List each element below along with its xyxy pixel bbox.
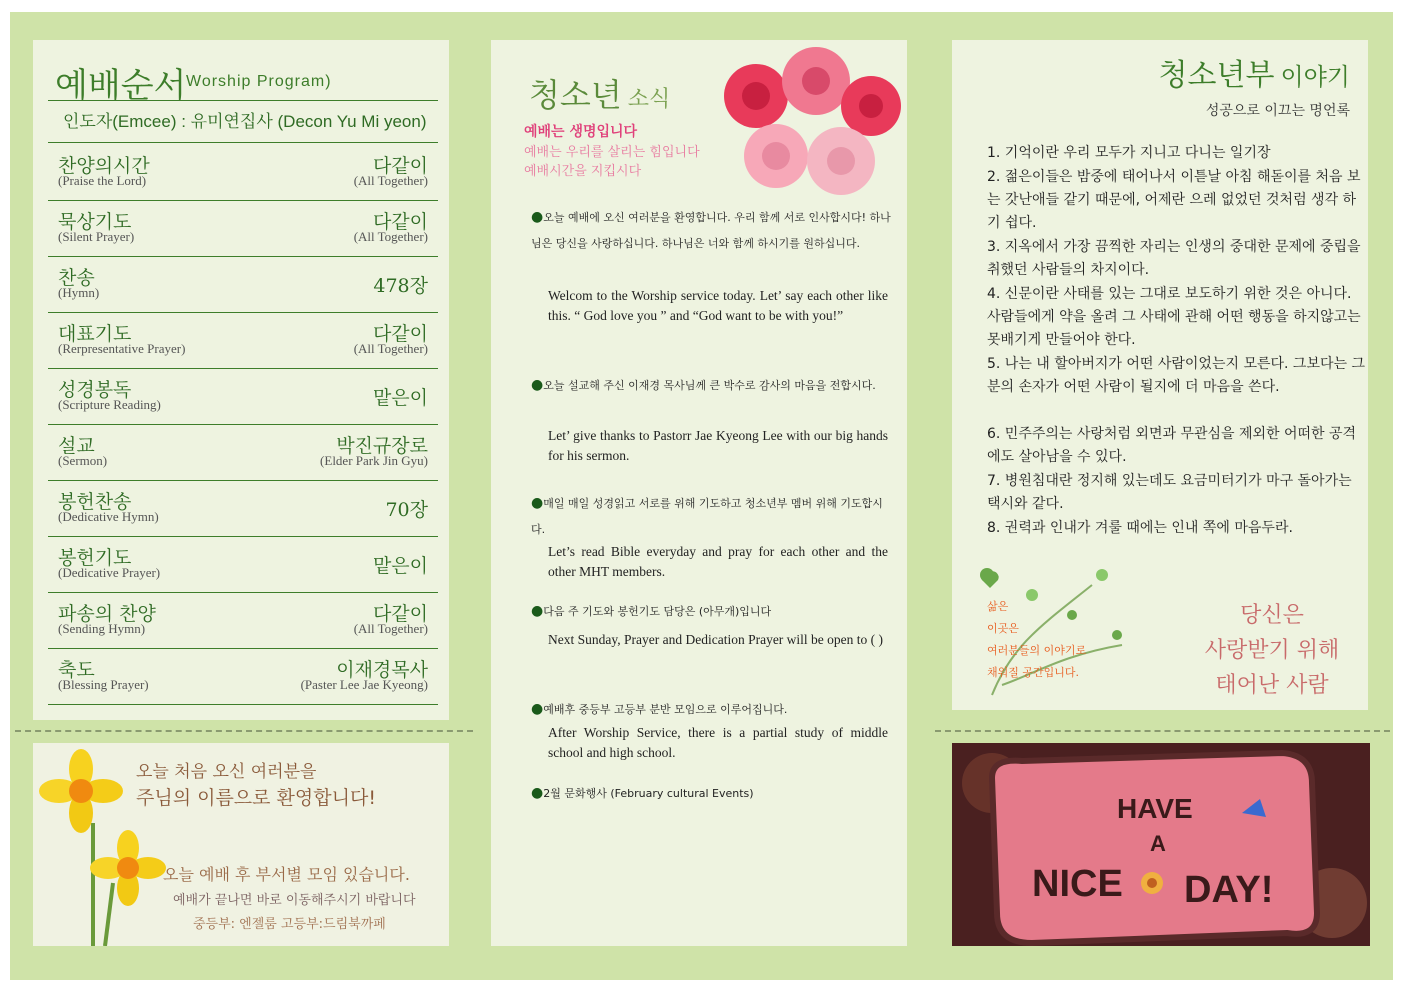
fold-line	[935, 730, 1390, 732]
news-item-ko: 다음 주 기도와 봉헌기도 담당은 (아무개)입니다	[543, 605, 772, 618]
news-title-small: 소식	[627, 87, 671, 112]
quote-5: 5. 나는 내 할아버지가 어떤 사람이었는지 모른다. 그보다는 그 분의 손자가 어떤 사람이 될지에 더 마음을 쓴다.	[987, 356, 1365, 395]
row-leader-en: (All Together)	[353, 229, 428, 244]
row-ko: 축도	[58, 659, 95, 681]
row-en: (Scripture Reading)	[58, 397, 161, 412]
love-line1: 당신은	[1240, 603, 1304, 628]
row-leader: 이재경목사	[336, 659, 428, 681]
news-panel	[491, 40, 907, 946]
news-item-ko: 매일 매일 성경읽고 서로를 위해 기도하고 청소년부 멤버 위해 기도합시다.	[531, 497, 883, 536]
row-en: (Dedicative Hymn)	[58, 509, 159, 524]
sign-nice: NICE	[1032, 863, 1123, 905]
row-leader-en: (Elder Park Jin Gyu)	[320, 453, 428, 468]
welcome-line3: 오늘 예배 후 부서별 모임 있습니다.	[163, 865, 410, 884]
news-item-4	[531, 598, 891, 625]
news-item-5	[531, 696, 891, 723]
news-item-en: Welcom to the Worship service today. Let’ say each other like this. “ God love you ” and “God want to be with you!”	[548, 288, 888, 323]
program-title: 예배순서	[55, 66, 187, 106]
news-item-1	[531, 204, 891, 257]
news-item-en: Let’s read Bible everyday and pray for each other and the other MHT members.	[548, 544, 888, 579]
program-row	[48, 256, 438, 313]
news-pink-3: 예배시간을 지킵시다	[524, 164, 642, 179]
divider	[48, 142, 438, 143]
bullet-icon: ●	[531, 495, 544, 511]
quote-2: 2. 젊은이들은 밤중에 태어나서 이튿날 아침 해돋이를 처음 보는 갓난애들 같기 때문에, 어제란 으레 없었던 것처럼 생각 하기 쉽다.	[987, 169, 1361, 231]
bullet-icon: ●	[531, 377, 544, 393]
news-item-ko: 예배후 중등부 고등부 분반 모임으로 이루어집니다.	[543, 703, 788, 716]
news-item-ko: 2월 문화행사 (February cultural Events)	[543, 787, 754, 800]
program-row	[48, 592, 438, 649]
row-leader-en: (Paster Lee Jae Kyeong)	[300, 677, 428, 692]
program-row	[48, 480, 438, 537]
quote-8: 8. 권력과 인내가 겨룰 때에는 인내 쪽에 마음두라.	[987, 520, 1293, 536]
news-item-6	[531, 780, 891, 807]
welcome-line4: 예배가 끝나면 바로 이동해주시기 바랍니다	[173, 893, 416, 908]
program-row	[48, 368, 438, 425]
row-leader-en: (All Together)	[353, 173, 428, 188]
program-row	[48, 648, 438, 705]
love-line2: 사랑받기 위해	[1204, 638, 1340, 663]
love-line3: 태어난 사람	[1215, 673, 1329, 698]
row-en: (Praise the Lord)	[58, 173, 147, 188]
orange-line1: 삶은	[987, 600, 1009, 613]
row-leader: 맡은이	[372, 387, 428, 409]
row-leader: 478장	[373, 275, 428, 297]
welcome-line5: 중등부: 엔젤룸 고등부:드림북까페	[193, 917, 386, 932]
story-subtitle: 성공으로 이끄는 명언록	[1205, 103, 1350, 119]
row-en: (Rerpresentative Prayer)	[58, 341, 186, 356]
news-item-ko: 오늘 예배에 오신 여러분을 환영합니다. 우리 함께 서로 인사합시다! 하나님은 당신을 사랑하십니다. 하나님은 너와 함께 하시기를 원하십니다.	[531, 211, 891, 250]
row-ko: 대표기도	[58, 323, 132, 345]
worship-program-panel	[33, 40, 449, 720]
bullet-icon: ●	[531, 209, 544, 225]
story-title-small: 이야기	[1280, 63, 1350, 91]
news-item-2	[531, 372, 891, 399]
row-ko: 찬송	[58, 267, 95, 289]
quote-1: 1. 기억이란 우리 모두가 지니고 다니는 일기장	[987, 145, 1271, 161]
news-item-en: After Worship Service, there is a partial study of middle school and high school.	[548, 725, 888, 760]
have-a-nice-day-photo	[952, 743, 1370, 946]
news-item-ko: 오늘 설교해 주신 이재경 목사님께 큰 박수로 감사의 마음을 전합시다.	[543, 379, 876, 392]
row-leader: 다같이	[372, 155, 428, 177]
row-ko: 묵상기도	[58, 211, 132, 233]
quote-3: 3. 지옥에서 가장 끔찍한 자리는 인생의 중대한 문제에 중립을 취했던 사람들의 차지이다.	[987, 239, 1361, 278]
row-ko: 파송의 찬양	[58, 603, 156, 625]
divider	[48, 100, 438, 101]
sign-a: A	[1150, 831, 1166, 856]
emcee: 인도자(Emcee) : 유미연집사 (Decon Yu Mi yeon)	[63, 112, 427, 131]
orange-line3: 여러분들의 이야기로	[987, 644, 1087, 657]
story-panel	[952, 40, 1368, 710]
orange-line4: 채워질 공간입니다.	[987, 666, 1080, 679]
row-leader: 다같이	[372, 323, 428, 345]
sign-day: DAY!	[1184, 869, 1274, 911]
row-en: (Sermon)	[58, 453, 108, 468]
orange-line2: 이곳은	[987, 622, 1019, 635]
row-leader: 박진규장로	[336, 435, 428, 457]
program-row	[48, 424, 438, 481]
news-title-main: 청소년	[529, 76, 622, 114]
row-ko: 설교	[58, 435, 95, 457]
news-title	[529, 70, 670, 116]
story-title-main: 청소년부	[1158, 58, 1275, 93]
welcome-line1: 오늘 처음 오신 여러분을	[136, 762, 317, 782]
welcome-line2: 주님의 이름으로 환영합니다!	[136, 787, 376, 809]
row-ko: 찬양의시간	[58, 155, 150, 177]
row-leader: 맡은이	[372, 555, 428, 577]
quote-4: 4. 신문이란 사태를 있는 그대로 보도하기 위한 것은 아니다. 사람들에게 약을 올려 그 사태에 관해 어떤 행동을 하지않고는 못배기게 만들어야 한다.	[987, 286, 1361, 348]
program-row	[48, 144, 438, 201]
program-row	[48, 200, 438, 257]
sign-have: HAVE	[1117, 793, 1193, 824]
row-leader-en: (All Together)	[353, 621, 428, 636]
fold-line	[15, 730, 473, 732]
program-row	[48, 536, 438, 593]
bullet-icon: ●	[531, 603, 544, 619]
row-en: (Dedicative Prayer)	[58, 565, 161, 580]
news-pink-2: 예배는 우리를 살리는 힘입니다	[524, 145, 700, 160]
quote-7: 7. 병원침대란 정지해 있는데도 요금미터기가 마구 돌아가는 택시와 같다.	[987, 473, 1352, 512]
welcome-panel	[33, 743, 449, 946]
program-row	[48, 312, 438, 369]
row-leader-en: (All Together)	[353, 341, 428, 356]
row-ko: 봉헌찬송	[58, 491, 132, 513]
row-en: (Blessing Prayer)	[58, 677, 149, 692]
row-leader: 다같이	[372, 211, 428, 233]
row-en: (Hymn)	[58, 285, 100, 300]
row-leader: 다같이	[372, 603, 428, 625]
row-ko: 성경봉독	[58, 379, 132, 401]
news-item-en: Next Sunday, Prayer and Dedication Prayer will be open to ( )	[548, 632, 884, 647]
quote-6: 6. 민주주의는 사랑처럼 외면과 무관심을 제외한 어떠한 공격에도 살아남을 수 있다.	[987, 426, 1357, 465]
roses-image	[716, 40, 906, 206]
row-ko: 봉헌기도	[58, 547, 132, 569]
row-en: (Sending Hymn)	[58, 621, 146, 636]
bullet-icon: ●	[531, 701, 544, 717]
row-en: (Silent Prayer)	[58, 229, 135, 244]
bullet-icon: ●	[531, 785, 544, 801]
story-title	[1159, 50, 1350, 94]
news-item-3	[531, 490, 891, 543]
news-pink-1: 예배는 생명입니다	[524, 124, 638, 140]
news-item-en: Let’ give thanks to Pastorr Jae Kyeong Lee with our big hands for his sermon.	[548, 428, 888, 463]
row-leader: 70장	[385, 499, 428, 521]
program-title-en: Worship Program)	[186, 73, 332, 90]
